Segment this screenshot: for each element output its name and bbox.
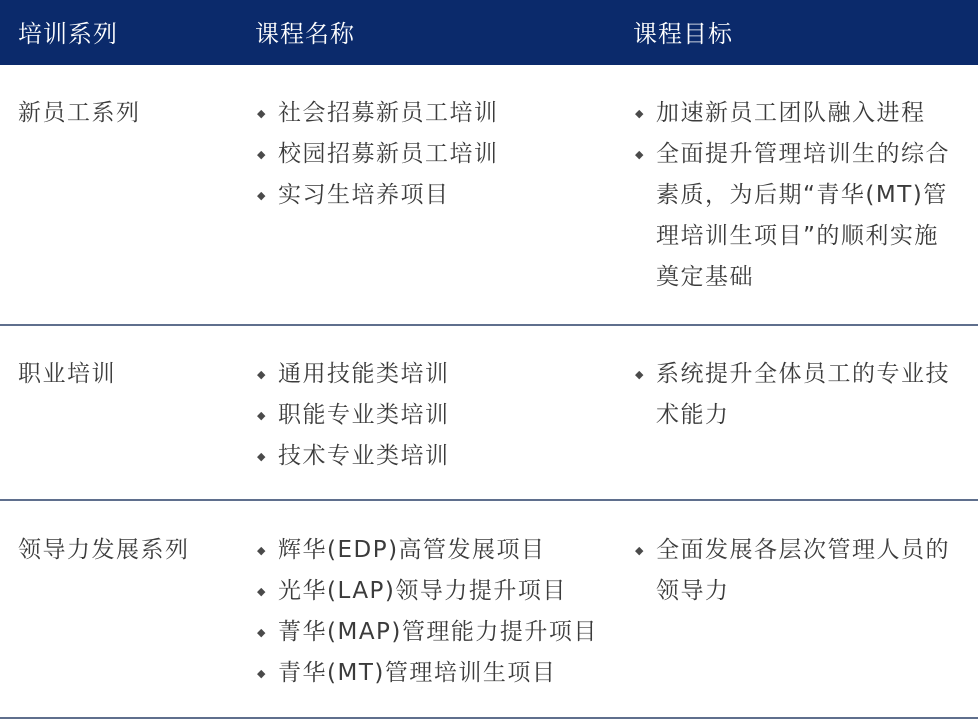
list-item xyxy=(633,530,963,612)
diamond-bullet-icon: ◆ xyxy=(257,148,267,161)
table-row xyxy=(0,501,978,719)
goal-list xyxy=(633,530,963,612)
diamond-bullet-icon: ◆ xyxy=(257,189,267,202)
diamond-bullet-icon: ◆ xyxy=(635,368,645,381)
course-name: 社会招募新员工培训 xyxy=(278,100,499,126)
diamond-bullet-icon: ◆ xyxy=(257,409,267,422)
list-item xyxy=(255,134,615,175)
table-header xyxy=(0,0,978,65)
goals-cell xyxy=(633,93,963,298)
diamond-bullet-icon: ◆ xyxy=(257,585,267,598)
course-name: 技术专业类培训 xyxy=(278,443,450,469)
list-item xyxy=(255,571,615,612)
header-course-goal: 课程目标 xyxy=(633,20,733,48)
series-cell: 新员工系列 xyxy=(18,100,141,126)
diamond-bullet-icon: ◆ xyxy=(635,148,645,161)
course-name: 校园招募新员工培训 xyxy=(278,141,499,167)
courses-cell xyxy=(255,530,615,694)
series-cell: 职业培训 xyxy=(18,361,116,387)
course-name: 职能专业类培训 xyxy=(278,402,450,428)
courses-cell xyxy=(255,354,615,477)
table-row xyxy=(0,326,978,501)
course-name: 通用技能类培训 xyxy=(278,361,450,387)
diamond-bullet-icon: ◆ xyxy=(257,107,267,120)
course-name: 光华(LAP)领导力提升项目 xyxy=(278,578,567,604)
diamond-bullet-icon: ◆ xyxy=(257,626,267,639)
course-list xyxy=(255,354,615,477)
course-name: 菁华(MAP)管理能力提升项目 xyxy=(278,619,598,645)
list-item xyxy=(255,530,615,571)
list-item xyxy=(255,93,615,134)
diamond-bullet-icon: ◆ xyxy=(635,107,645,120)
course-goal: 全面发展各层次管理人员的领导力 xyxy=(656,537,950,604)
course-goal: 系统提升全体员工的专业技术能力 xyxy=(656,361,950,428)
diamond-bullet-icon: ◆ xyxy=(257,544,267,557)
goals-cell xyxy=(633,530,963,612)
list-item xyxy=(255,436,615,477)
header-training-series: 培训系列 xyxy=(18,20,118,48)
list-item xyxy=(255,653,615,694)
course-name: 实习生培养项目 xyxy=(278,182,450,208)
list-item xyxy=(255,354,615,395)
diamond-bullet-icon: ◆ xyxy=(257,450,267,463)
course-name: 辉华(EDP)高管发展项目 xyxy=(278,537,546,563)
diamond-bullet-icon: ◆ xyxy=(257,368,267,381)
course-list xyxy=(255,93,615,216)
header-course-name: 课程名称 xyxy=(255,20,355,48)
list-item xyxy=(633,93,963,134)
courses-cell xyxy=(255,93,615,216)
course-goal: 全面提升管理培训生的综合素质，为后期“青华(MT)管理培训生项目”的顺利实施奠定基础 xyxy=(656,141,950,290)
goal-list xyxy=(633,93,963,298)
goal-list xyxy=(633,354,963,436)
table-row xyxy=(0,65,978,326)
list-item xyxy=(633,354,963,436)
course-name: 青华(MT)管理培训生项目 xyxy=(278,660,557,686)
course-list xyxy=(255,530,615,694)
list-item xyxy=(255,612,615,653)
diamond-bullet-icon: ◆ xyxy=(257,667,267,680)
list-item xyxy=(255,395,615,436)
diamond-bullet-icon: ◆ xyxy=(635,544,645,557)
course-goal: 加速新员工团队融入进程 xyxy=(656,100,926,126)
series-cell: 领导力发展系列 xyxy=(18,537,190,563)
list-item xyxy=(255,175,615,216)
list-item xyxy=(633,134,963,298)
goals-cell xyxy=(633,354,963,436)
